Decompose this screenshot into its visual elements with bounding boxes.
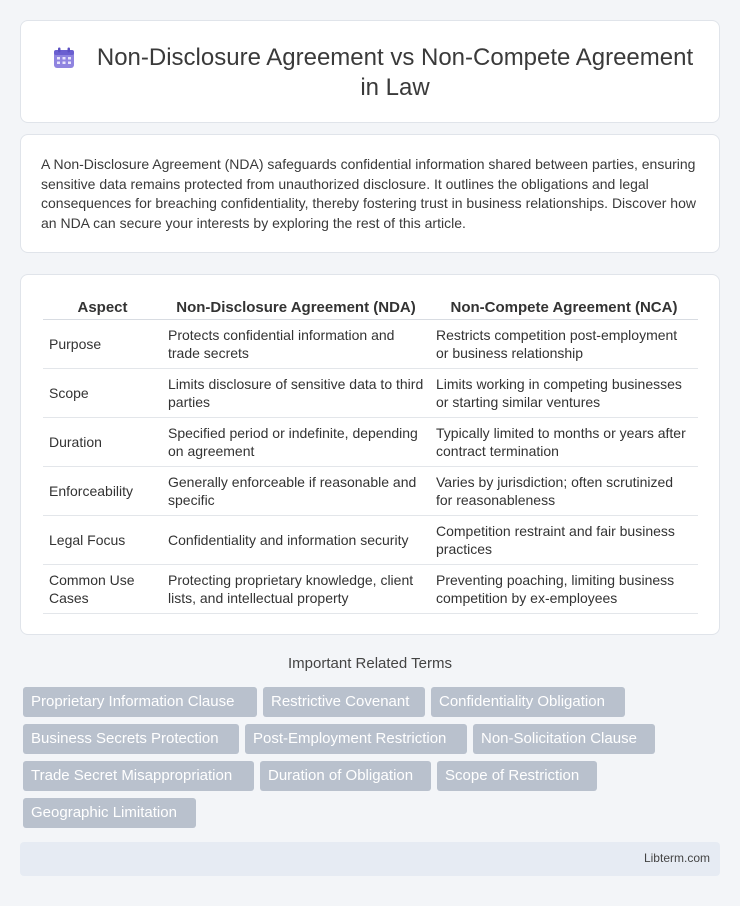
row-nda-value: Confidentiality and information security [162, 516, 430, 565]
intro-paragraph: A Non-Disclosure Agreement (NDA) safeguards confidential information shared between parties, ensuring sensitive data remains protected from unauthorized disclosure. It outlines the obligations and legal consequences for breaching confidentiality, thereby fostering trust in business relationships. Discover how an NDA can secure your interests by exploring the rest of this article. [41, 156, 696, 231]
row-aspect: Duration [43, 418, 162, 467]
row-nda-value: Specified period or indefinite, depending on agreement [162, 418, 430, 467]
row-aspect: Enforceability [43, 467, 162, 516]
page-title: Non-Disclosure Agreement vs Non-Compete Agreement in Law [96, 44, 694, 101]
row-nca-value: Typically limited to months or years after contract termination [430, 418, 698, 467]
row-nca-value: Varies by jurisdiction; often scrutinized for reasonableness [430, 467, 698, 516]
related-term-tag[interactable]: Confidentiality Obligation [431, 687, 625, 717]
row-nca-value: Preventing poaching, limiting business competition by ex-employees [430, 565, 698, 614]
title-card [20, 20, 720, 123]
related-term-tag[interactable]: Proprietary Information Clause [23, 687, 257, 717]
related-term-tag[interactable]: Post-Employment Restriction [245, 724, 467, 754]
row-nda-value: Generally enforceable if reasonable and specific [162, 467, 430, 516]
related-term-tag[interactable]: Trade Secret Misappropriation [23, 761, 254, 791]
table-header-row [43, 296, 698, 320]
row-nca-value: Competition restraint and fair business practices [430, 516, 698, 565]
table-row [43, 516, 698, 565]
column-header-nca: Non-Compete Agreement (NCA) [430, 296, 698, 320]
row-nca-value: Limits working in competing businesses or starting similar ventures [430, 369, 698, 418]
comparison-table-card [20, 274, 720, 635]
row-nca-value: Restricts competition post-employment or business relationship [430, 320, 698, 369]
column-header-aspect: Aspect [43, 296, 162, 320]
table-row [43, 467, 698, 516]
table-row [43, 369, 698, 418]
related-term-tag[interactable]: Duration of Obligation [260, 761, 431, 791]
row-aspect: Scope [43, 369, 162, 418]
column-header-nda: Non-Disclosure Agreement (NDA) [162, 296, 430, 320]
related-term-tag[interactable]: Geographic Limitation [23, 798, 196, 828]
row-aspect: Legal Focus [43, 516, 162, 565]
table-row [43, 320, 698, 369]
row-nda-value: Protects confidential information and trade secrets [162, 320, 430, 369]
related-terms-heading: Important Related Terms [288, 655, 452, 672]
row-nda-value: Protecting proprietary knowledge, client lists, and intellectual property [162, 565, 430, 614]
intro-card [20, 134, 720, 253]
footer-site-link[interactable]: Libterm.com [643, 851, 710, 865]
related-term-tag[interactable]: Scope of Restriction [437, 761, 597, 791]
row-nda-value: Limits disclosure of sensitive data to third parties [162, 369, 430, 418]
footer [20, 842, 720, 876]
comparison-table [43, 296, 698, 614]
related-term-tag[interactable]: Business Secrets Protection [23, 724, 239, 754]
row-aspect: Common Use Cases [43, 565, 162, 614]
table-row [43, 565, 698, 614]
row-aspect: Purpose [43, 320, 162, 369]
related-term-tag[interactable]: Non-Solicitation Clause [473, 724, 655, 754]
related-term-tag[interactable]: Restrictive Covenant [263, 687, 425, 717]
table-row [43, 418, 698, 467]
